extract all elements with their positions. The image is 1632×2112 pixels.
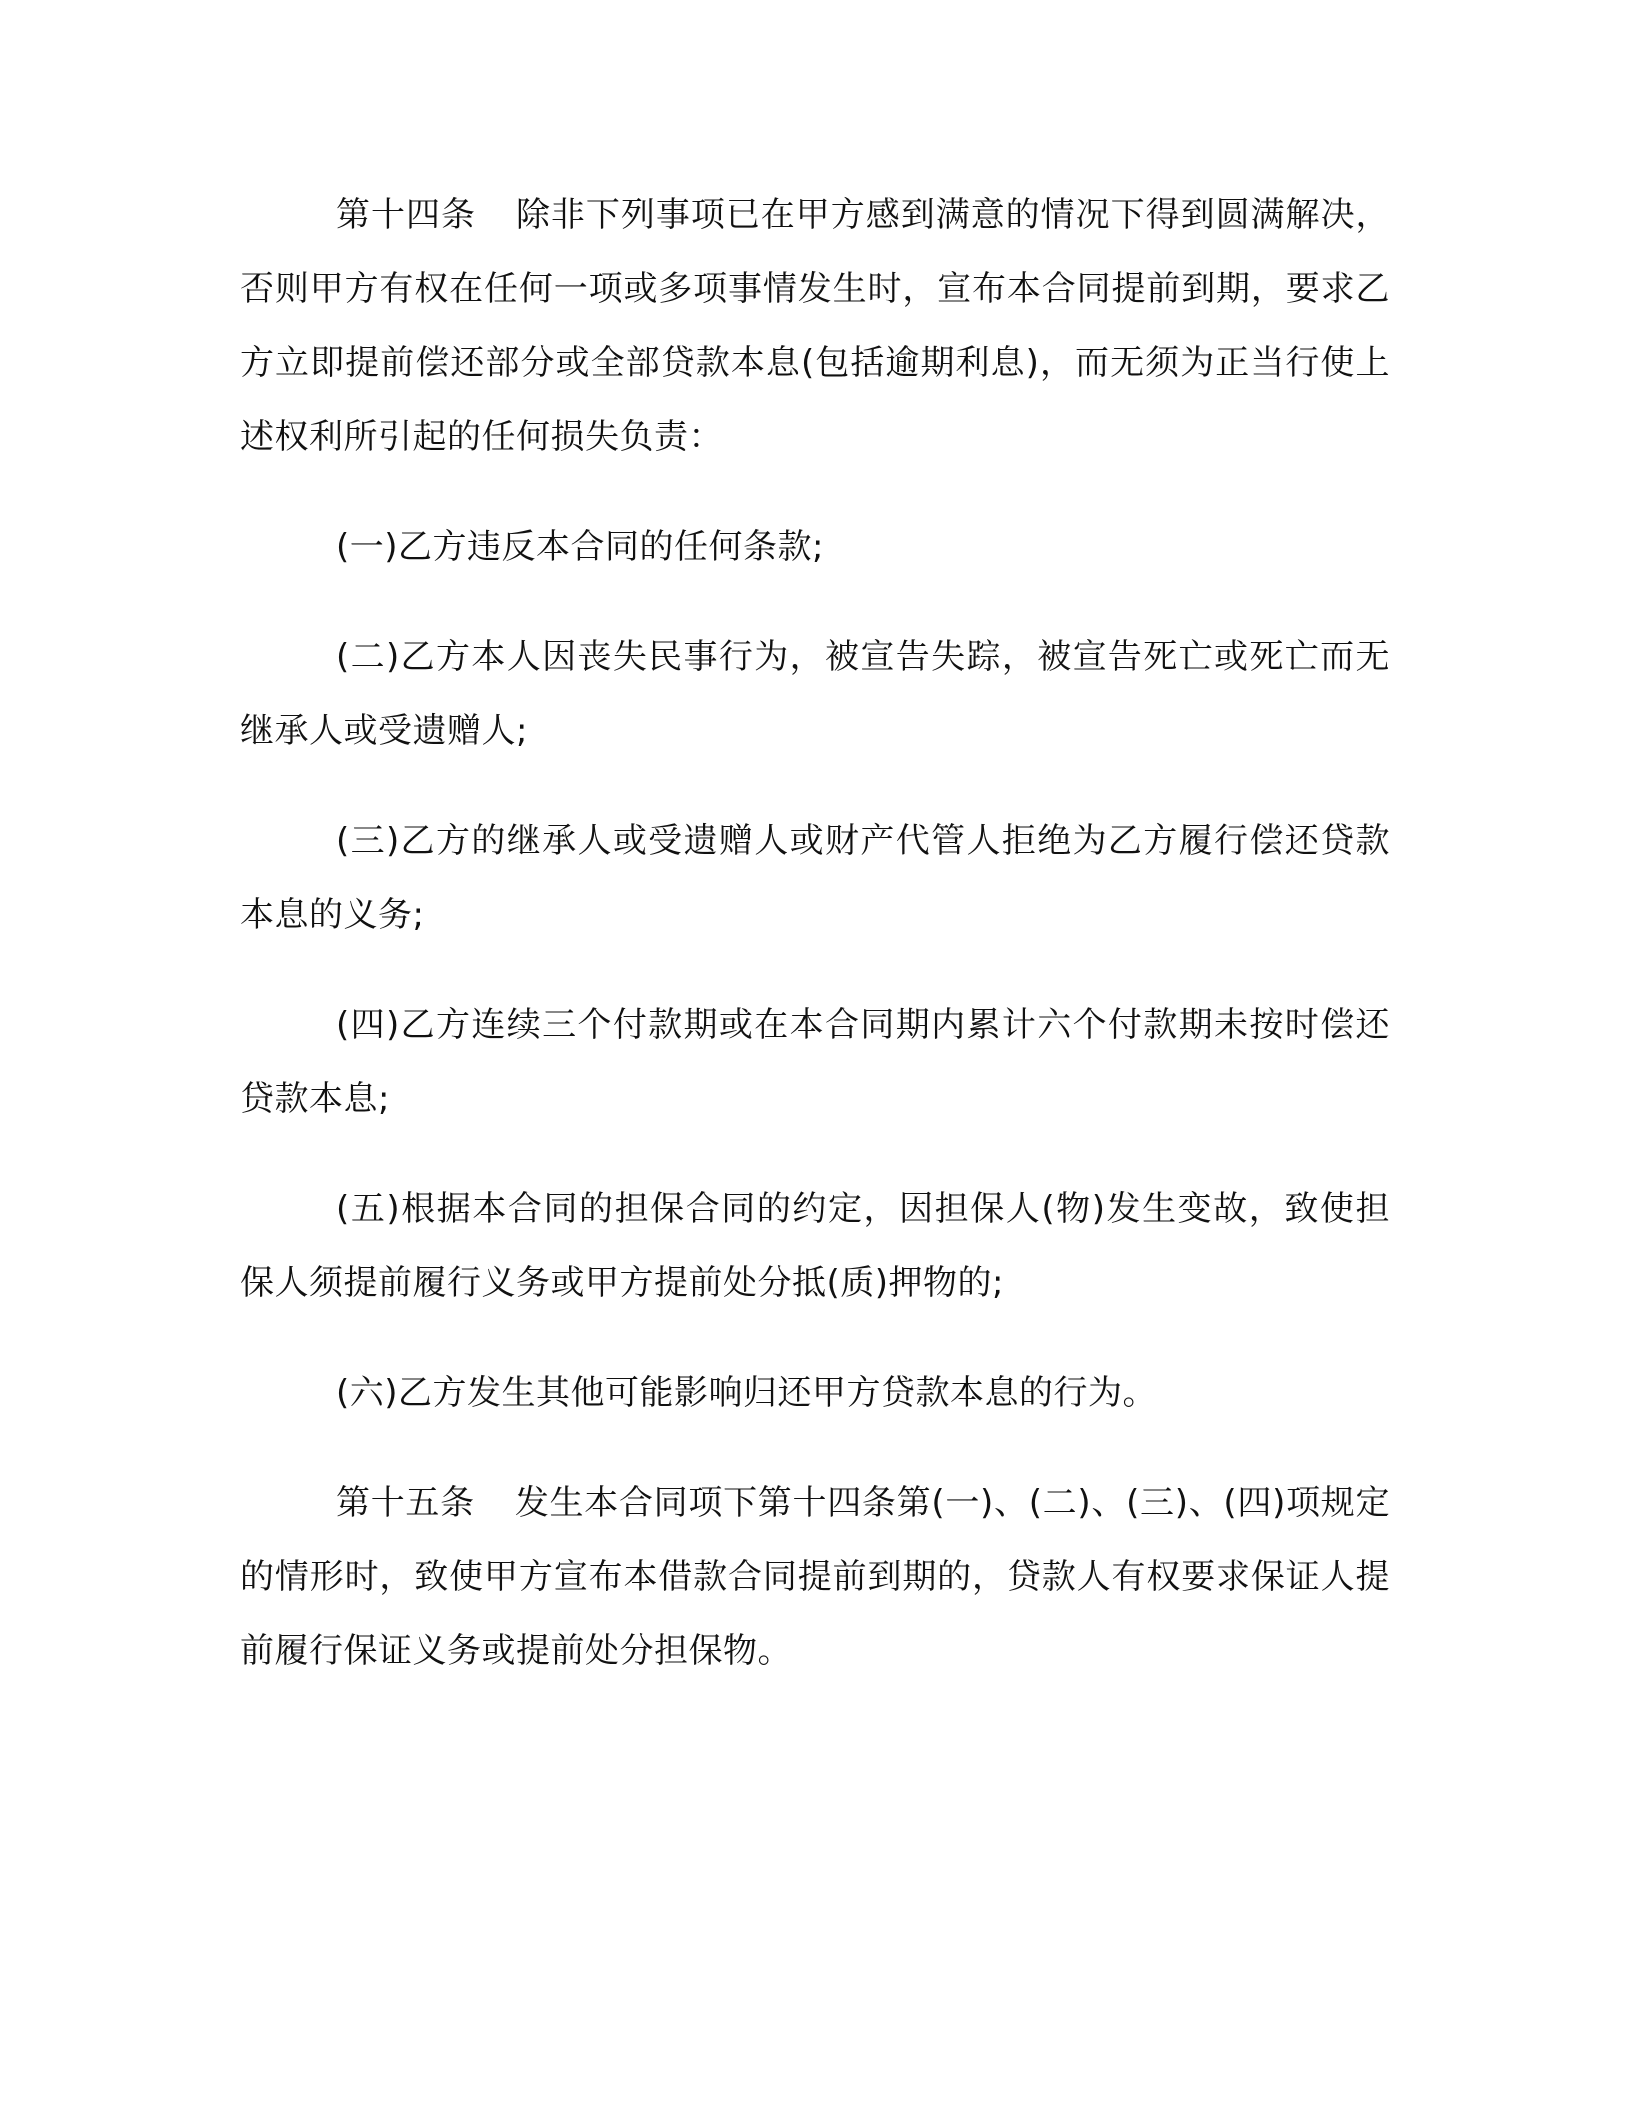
clause-item-3: (三)乙方的继承人或受遗赠人或财产代管人拒绝为乙方履行偿还贷款本息的义务; xyxy=(240,821,1390,935)
clause-item-5: (五)根据本合同的担保合同的约定，因担保人(物)发生变故，致使担保人须提前履行义务或甲方提前处分抵(质)押物的; xyxy=(240,1189,1390,1303)
article-15-text: 发生本合同项下第十四条第(一)、(二)、(三)、(四)项规定的情形时，致使甲方宣布本借款合同提前到期的，贷款人有权要求保证人提前履行保证义务或提前处分担保物。 xyxy=(240,1483,1391,1671)
clause-item-2: (二)乙方本人因丧失民事行为，被宣告失踪，被宣告死亡或死亡而无继承人或受遗赠人; xyxy=(240,637,1390,751)
article-14 xyxy=(240,178,1390,474)
article-15 xyxy=(240,1466,1390,1688)
article-15-number: 第十五条 xyxy=(336,1483,475,1523)
document-page xyxy=(240,178,1390,1688)
clause-item-6: (六)乙方发生其他可能影响归还甲方贷款本息的行为。 xyxy=(336,1373,1158,1413)
article-14-text: 除非下列事项已在甲方感到满意的情况下得到圆满解决，否则甲方有权在任何一项或多项事情发生时，宣布本合同提前到期，要求乙方立即提前偿还部分或全部贷款本息(包括逾期利息)，而无须为正当行使上述权利所引起的任何损失负责： xyxy=(240,195,1391,457)
clause-item-1: (一)乙方违反本合同的任何条款; xyxy=(336,527,824,567)
clause-item-4: (四)乙方连续三个付款期或在本合同期内累计六个付款期未按时偿还贷款本息; xyxy=(240,1005,1390,1119)
article-14-number: 第十四条 xyxy=(336,195,476,235)
